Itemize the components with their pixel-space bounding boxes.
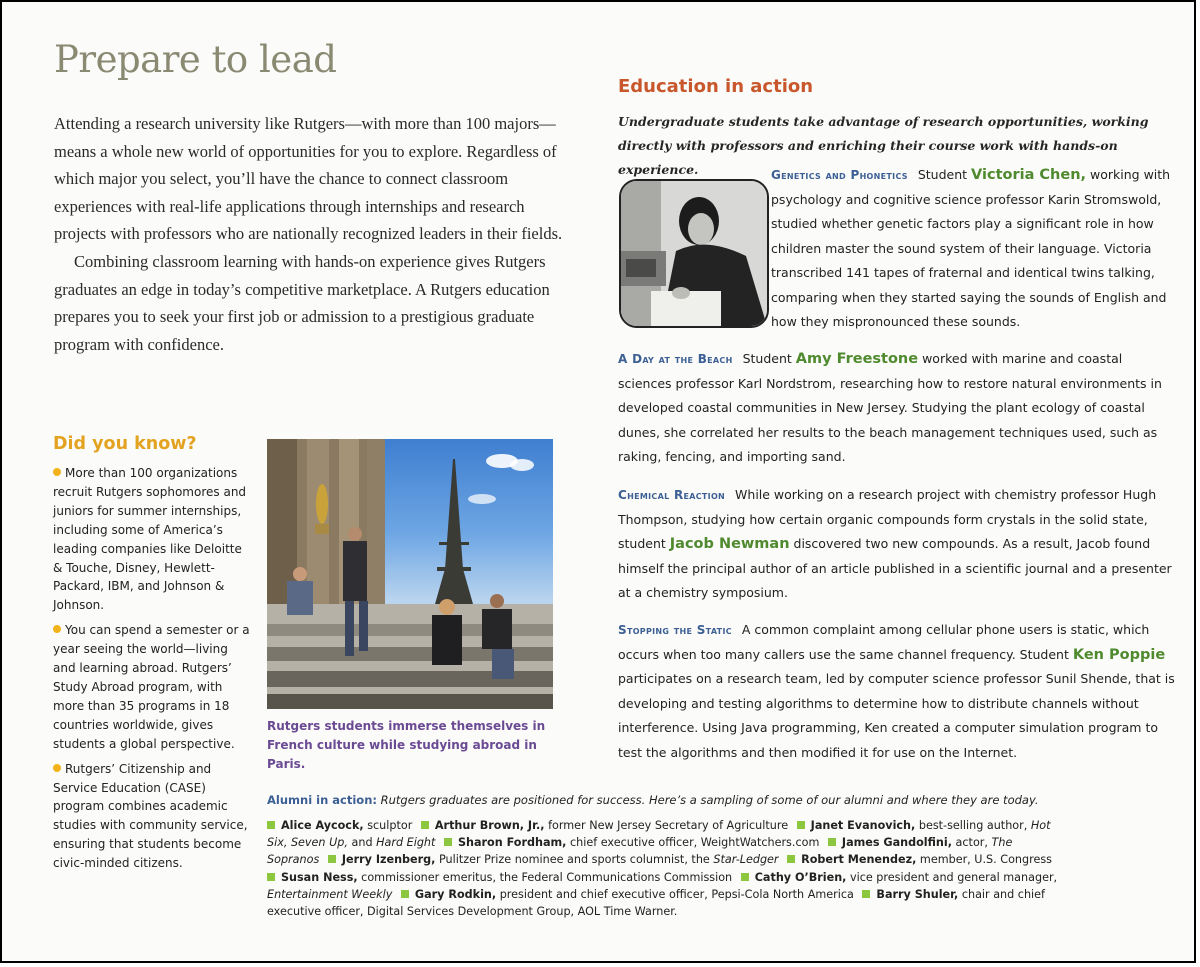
alumni-intro: Rutgers graduates are positioned for success. Here’s a sampling of some of our alumni and where they are today. <box>380 793 1039 807</box>
story-genetics-and-phonetics: Genetics and Phonetics Student Victoria Chen, working with psychology and cognitive science professor Karin Stromswold, studied whether genetic factors play a significant role in how children master the sound system of their language. Victoria transcribed 141 tapes of fraternal and identical twins talking, comparing when they started saying the sounds of English and how they mispronounced these sounds. <box>771 167 1171 329</box>
story-heading: Genetics and Phonetics <box>771 168 908 182</box>
story-a-day-at-the-beach: A Day at the Beach Student Amy Freestone worked with marine and coastal sciences professor Karl Nordstrom, researching how to restore natural environments in developed coastal communities in New Jersey. Studying the plant ecology of coastal dunes, she correlated her results to the beach management techniques used, such as raking, fencing, and importing sand. <box>618 351 1162 464</box>
bullet-square-icon <box>421 821 429 829</box>
intro-text <box>54 110 574 358</box>
student-victoria-chen-photo <box>619 179 769 328</box>
bullet-square-icon <box>444 838 452 846</box>
alumni-entry: Cathy O’Brien, vice president and general manager, Entertainment Weekly <box>267 870 1058 901</box>
bullet-square-icon <box>267 821 275 829</box>
paris-scene-illustration <box>267 439 553 709</box>
bullet-square-icon <box>787 855 795 863</box>
bullet-square-icon <box>401 890 409 898</box>
did-you-know-list <box>53 464 253 879</box>
alumni-entry: James Gandolfini, actor, The Sopranos <box>267 836 1013 867</box>
bullet-square-icon <box>328 855 336 863</box>
alumni-entry: Jerry Izenberg, Pulitzer Prize nominee and sports columnist, the Star-Ledger <box>328 853 779 866</box>
alumni-in-action-heading <box>267 793 1167 807</box>
bullet-square-icon <box>267 873 275 881</box>
story-heading: Stopping the Static <box>618 623 732 637</box>
did-you-know-heading: Did you know? <box>53 434 197 454</box>
student-name: Jacob Newman <box>669 536 790 552</box>
story-chemical-reaction: Chemical Reaction While working on a research project with chemistry professor Hugh Thompson, studying how certain organic compounds form crystals in the solid state, student Jacob Newman discovered two new compounds. As a result, Jacob found himself the principal author of an article published in a scientific journal and a presenter at a chemistry symposium. <box>618 487 1172 600</box>
alumni-label: Alumni in action: <box>267 793 377 807</box>
alumni-list <box>267 817 1067 920</box>
alumni-entry: Gary Rodkin, president and chief executive officer, Pepsi-Cola North America <box>401 888 854 901</box>
alumni-entry: Alice Aycock, sculptor <box>267 819 412 832</box>
bullet-square-icon <box>862 890 870 898</box>
student-name: Ken Poppie <box>1072 646 1166 663</box>
education-in-action-heading: Education in action <box>618 76 814 97</box>
alumni-entry: Susan Ness, commissioner emeritus, the Federal Communications Commission <box>267 871 732 884</box>
education-lead-text: Undergraduate students take advantage of research opportunities, working directly with professors and enriching their course work with hands-on experience. <box>618 114 1149 177</box>
list-item: More than 100 organizations recruit Rutgers sophomores and juniors for summer internships, including some of America’s leading companies like Deloitte & Touche, Disney, Hewlett-Packard, IBM, and Johnson & Johnson. <box>53 466 247 613</box>
story-heading: A Day at the Beach <box>618 352 733 366</box>
bullet-dot-icon <box>53 625 61 633</box>
list-item: Rutgers’ Citizenship and Service Education (CASE) program combines academic studies with community service, ensuring that students become civic-minded citizens. <box>53 761 248 871</box>
intro-paragraph-1: Attending a research university like Rutgers—with more than 100 majors—means a whole new world of opportunities for you to explore. Regardless of which major you select, you’ll have the chance to connect classroom experiences with real-life applications through internships and research projects with professors who are nationally recognized leaders in their fields. <box>54 114 563 244</box>
student-name: Victoria Chen, <box>971 167 1087 183</box>
student-portrait-illustration <box>621 181 767 326</box>
alumni-entry: Arthur Brown, Jr., former New Jersey Secretary of Agriculture <box>421 819 788 832</box>
bullet-square-icon <box>828 838 836 846</box>
story-heading: Chemical Reaction <box>618 488 726 502</box>
bullet-square-icon <box>797 821 805 829</box>
alumni-entry: Robert Menendez, member, U.S. Congress <box>787 853 1052 866</box>
bullet-square-icon <box>741 873 749 881</box>
photo-caption: Rutgers students immerse themselves in French culture while studying abroad in Paris. <box>267 719 546 771</box>
bullet-dot-icon <box>53 468 61 476</box>
list-item: You can spend a semester or a year seeing the world—living and learning abroad. Rutgers’ Study Abroad program, with more than 35 programs in 18 countries worldwide, gives students a global perspective. <box>53 623 250 751</box>
alumni-entry: Sharon Fordham, chief executive officer, WeightWatchers.com <box>444 836 819 849</box>
intro-paragraph-2: Combining classroom learning with hands-on experience gives Rutgers graduates an edge in today’s competitive marketplace. A Rutgers education prepares you to seek your first job or admission to a prestigious graduate program with confidence. <box>54 251 550 354</box>
student-name: Amy Freestone <box>795 351 919 367</box>
bullet-dot-icon <box>53 764 61 772</box>
alumni-entry: Janet Evanovich, best-selling author, Hot Six, Seven Up, and Hard Eight <box>267 819 1051 850</box>
paris-study-abroad-photo <box>267 439 553 709</box>
page-title: Prepare to lead <box>54 38 337 81</box>
alumni-entry: Barry Shuler, chair and chief executive officer, Digital Services Development Group, AOL Time Warner. <box>267 887 1045 919</box>
story-stopping-the-static: Stopping the Static A common complaint among cellular phone users is static, which occurs when too many callers use the same channel frequency. Student Ken Poppie participates on a research team, led by computer science professor Sunil Shende, that is developing and testing algorithms to determine how to distribute channels without interference. Using Java programming, Ken created a computer simulation program to test the algorithms and then modified it for use on the Internet. <box>618 622 1175 760</box>
